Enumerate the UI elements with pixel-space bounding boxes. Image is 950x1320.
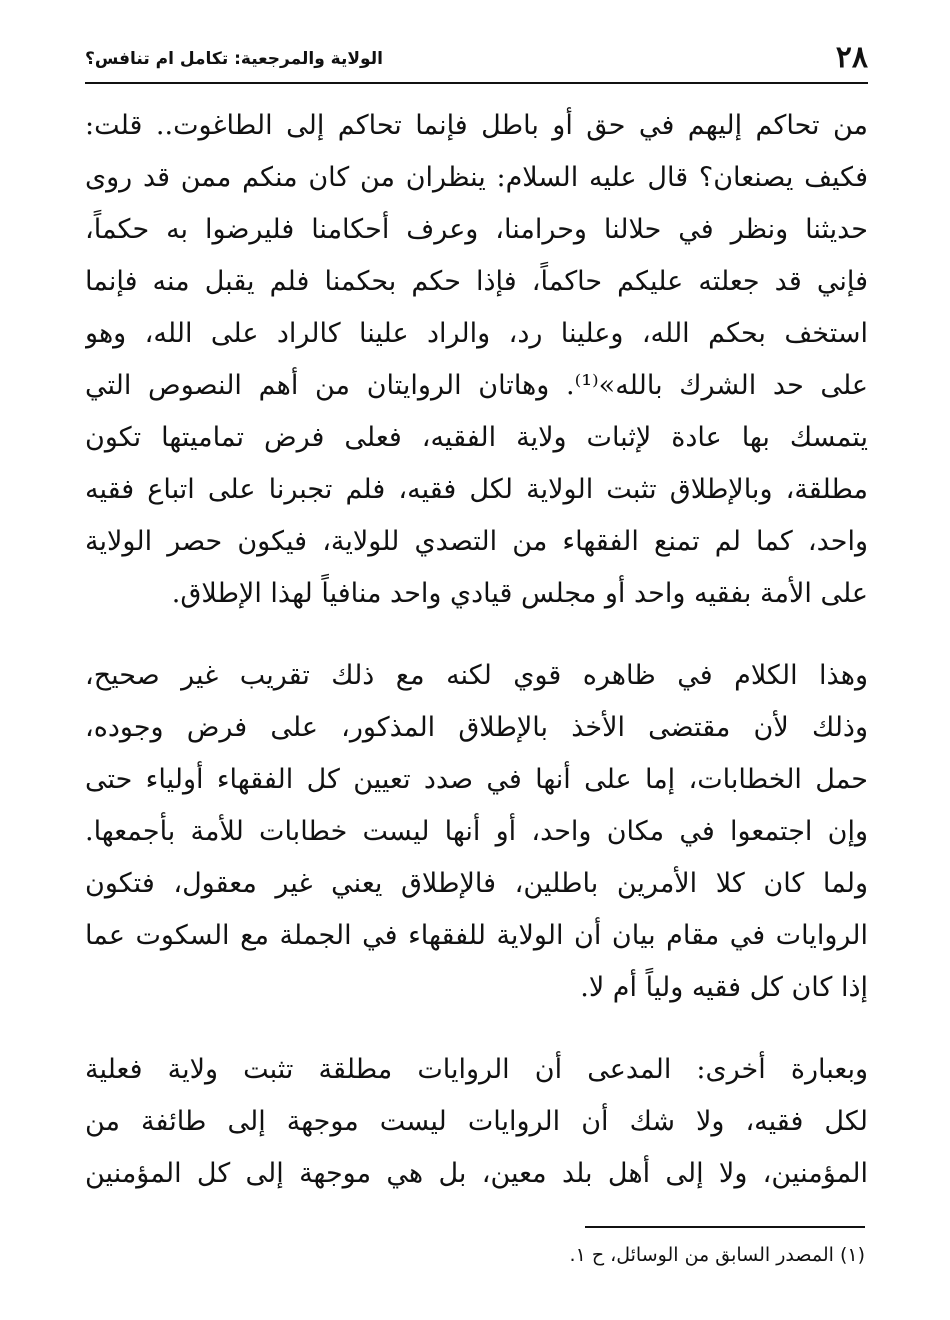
text-line: فإني قد جعلته عليكم حاكماً، فإذا حكم بحكمنا فلم يقبل منه فإنما — [85, 266, 868, 297]
text-line: وذلك لأن مقتضى الأخذ بالإطلاق المذكور، على فرض وجوده، — [85, 712, 868, 743]
text-line: المؤمنين، ولا إلى أهل بلد معين، بل هي موجهة إلى كل المؤمنين — [85, 1158, 868, 1189]
text-line: وهذا الكلام في ظاهره قوي لكنه مع ذلك تقريب غير صحيح، — [85, 660, 868, 691]
text-line: على حد الشرك بالله»⁽¹⁾. وهاتان الروايتان من أهم النصوص التي — [85, 370, 868, 401]
paragraph — [85, 650, 868, 1014]
header-divider — [85, 82, 868, 84]
text-line: وإن اجتمعوا في مكان واحد، أو أنها ليست خطابات للأمة بأجمعها. — [85, 816, 868, 847]
paragraph-gap — [85, 620, 868, 650]
running-title: الولاية والمرجعية: تكامل ام تنافس؟ — [85, 49, 383, 69]
paragraph — [85, 100, 868, 620]
page-header — [85, 38, 868, 80]
text-line: يتمسك بها عادة لإثبات ولاية الفقيه، فعلى فرض تماميتها تكون — [85, 422, 868, 453]
text-line: واحد، كما لم تمنع الفقهاء من التصدي للولاية، فيكون حصر الولاية — [85, 526, 868, 557]
paragraph-gap — [85, 1014, 868, 1044]
text-line: وبعبارة أخرى: المدعى أن الروايات مطلقة تثبت ولاية فعلية — [85, 1054, 868, 1085]
text-line: حديثنا ونظر في حلالنا وحرامنا، وعرف أحكامنا فليرضوا به حكماً، — [85, 214, 868, 245]
text-line: على الأمة بفقيه واحد أو مجلس قيادي واحد منافياً لهذا الإطلاق. — [171, 578, 868, 609]
text-line: حمل الخطابات، إما على أنها في صدد تعيين كل الفقهاء أولياء حتى — [85, 764, 868, 795]
footnote-divider — [585, 1226, 865, 1228]
text-line: لكل فقيه، ولا شك أن الروايات ليست موجهة إلى طائفة من — [85, 1106, 868, 1137]
text-line: استخف بحكم الله، وعلينا رد، والراد علينا كالراد على الله، وهو — [85, 318, 868, 349]
paragraph — [85, 1044, 868, 1200]
text-line: فكيف يصنعان؟ قال عليه السلام: ينظران من كان منكم ممن قد روى — [85, 162, 868, 193]
text-line: إذا كان كل فقيه ولياً أم لا. — [580, 972, 868, 1003]
main-text — [85, 100, 868, 1200]
text-line: من تحاكم إليهم في حق أو باطل فإنما تحاكم إلى الطاغوت.. قلت: — [85, 110, 868, 141]
footnote: (١) المصدر السابق من الوسائل، ح ١. — [569, 1244, 865, 1266]
text-line: الروايات في مقام بيان أن الولاية للفقهاء في الجملة مع السكوت عما — [85, 920, 868, 951]
page-number: ٢٨ — [835, 40, 868, 75]
text-line: ولما كان كلا الأمرين باطلين، فالإطلاق يعني غير معقول، فتكون — [85, 868, 868, 899]
text-line: مطلقة، وبالإطلاق تثبت الولاية لكل فقيه، فلم تجبرنا على اتباع فقيه — [85, 474, 868, 505]
